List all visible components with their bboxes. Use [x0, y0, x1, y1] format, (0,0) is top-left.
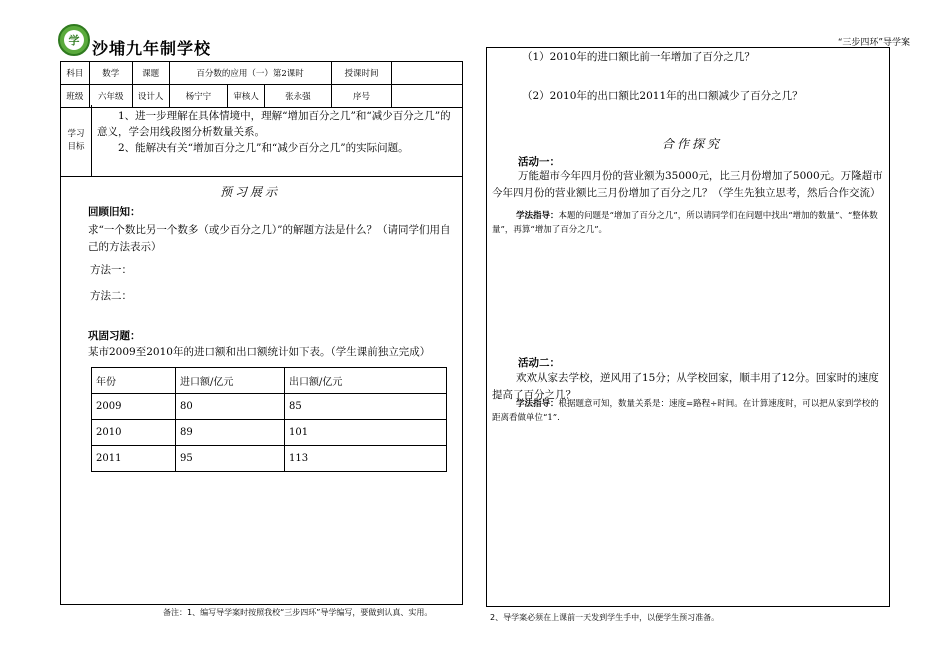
seq-label: 序号 — [331, 85, 392, 108]
subject-value: 数学 — [89, 62, 132, 85]
practice-text: 某市2009至2010年的进口额和出口额统计如下表。（学生课前独立完成） — [88, 346, 431, 358]
activity-1-tip: 学法指导：本题的问题是“增加了百分之几”，所以请同学们在问题中找出“增加的数量”、“整体数量”，再算“增加了百分之几”。 — [492, 211, 878, 235]
tagline: “三步四环”导学案 — [837, 38, 910, 48]
table-header: 年份 — [92, 368, 176, 394]
table-cell: 113 — [285, 446, 447, 472]
table-cell: 2011 — [92, 446, 176, 472]
question-1: （1）2010年的进口额比前一年增加了百分之几？ — [522, 51, 755, 63]
activity-2-tip: 学法指导：根据题意可知，数量关系是：速度=路程÷时间。在计算速度时，可以把从家到学校的距离看做单位“1”. — [492, 399, 879, 423]
objectives-label: 学习 目标 — [61, 105, 92, 176]
school-logo — [58, 24, 90, 56]
table-row — [92, 420, 447, 446]
left-footnote: 备注：1、编写导学案时按照我校“三步四环”导学编写，要做到认真、实用。 — [163, 608, 433, 617]
table-cell: 95 — [176, 446, 285, 472]
objective-1: 1、进一步理解在具体情境中，理解“增加百分之几”和“减少百分之几”的意义，学会用线段图分析数量关系。 — [97, 110, 451, 138]
table-header: 出口额/亿元 — [285, 368, 447, 394]
time-label: 授课时间 — [331, 62, 392, 85]
table-row — [92, 394, 447, 420]
method-two: 方法二： — [90, 290, 132, 302]
table-row — [92, 446, 447, 472]
info-table — [60, 61, 463, 108]
table-cell: 85 — [285, 394, 447, 420]
right-footnote: 2、导学案必须在上课前一天发到学生手中，以便学生预习准备。 — [490, 613, 720, 622]
trade-data-table — [91, 367, 447, 472]
table-cell: 2010 — [92, 420, 176, 446]
activity-2-text: 欢欢从家去学校，逆风用了15分；从学校回家，顺丰用了12分。回家时的速度提高了百分之几？ — [492, 372, 879, 401]
table-header: 进口额/亿元 — [176, 368, 285, 394]
table-cell: 101 — [285, 420, 447, 446]
designer-value: 杨宁宁 — [169, 85, 228, 108]
grade-label: 班级 — [61, 85, 90, 108]
time-value[interactable] — [392, 62, 463, 85]
table-cell: 2009 — [92, 394, 176, 420]
subject-label: 科目 — [61, 62, 90, 85]
preview-title: 预习展示 — [220, 185, 281, 199]
review-question: 求“一个数比另一个数多（或少百分之几）”的解题方法是什么？（请同学们用自己的方法表示） — [88, 224, 451, 253]
grade-value: 六年级 — [89, 85, 132, 108]
activity-1-text: 万能超市今年四月份的营业额为35000元，比三月份增加了5000元。万隆超市今年四月份的营业额比三月份增加了百分之几？（学生先独立思考，然后合作交流） — [492, 170, 883, 199]
logo-char: 学 — [64, 30, 84, 50]
reviewer-value: 张永强 — [265, 85, 332, 108]
table-header-row — [92, 368, 447, 394]
designer-label: 设计人 — [132, 85, 169, 108]
topic-label: 课题 — [132, 62, 169, 85]
right-body-box — [486, 47, 890, 607]
objectives-text — [97, 108, 459, 156]
activity-2-heading: 活动二： — [518, 357, 560, 369]
review-heading: 回顾旧知： — [88, 206, 141, 218]
coop-title: 合作探究 — [662, 137, 723, 151]
question-2: （2）2010年的出口额比2011年的出口额减少了百分之几？ — [522, 90, 803, 102]
objective-2: 2、能解决有关“增加百分之几”和“减少百分之几”的实际问题。 — [118, 142, 409, 154]
topic-value: 百分数的应用（一）第2课时 — [169, 62, 331, 85]
reviewer-label: 审核人 — [228, 85, 265, 108]
table-cell: 89 — [176, 420, 285, 446]
activity-1-heading: 活动一： — [518, 156, 560, 168]
table-cell: 80 — [176, 394, 285, 420]
school-name: 沙埔九年制学校 — [92, 39, 212, 58]
objectives-box — [60, 105, 463, 177]
method-one: 方法一： — [90, 264, 132, 276]
practice-heading: 巩固习题： — [88, 330, 141, 342]
